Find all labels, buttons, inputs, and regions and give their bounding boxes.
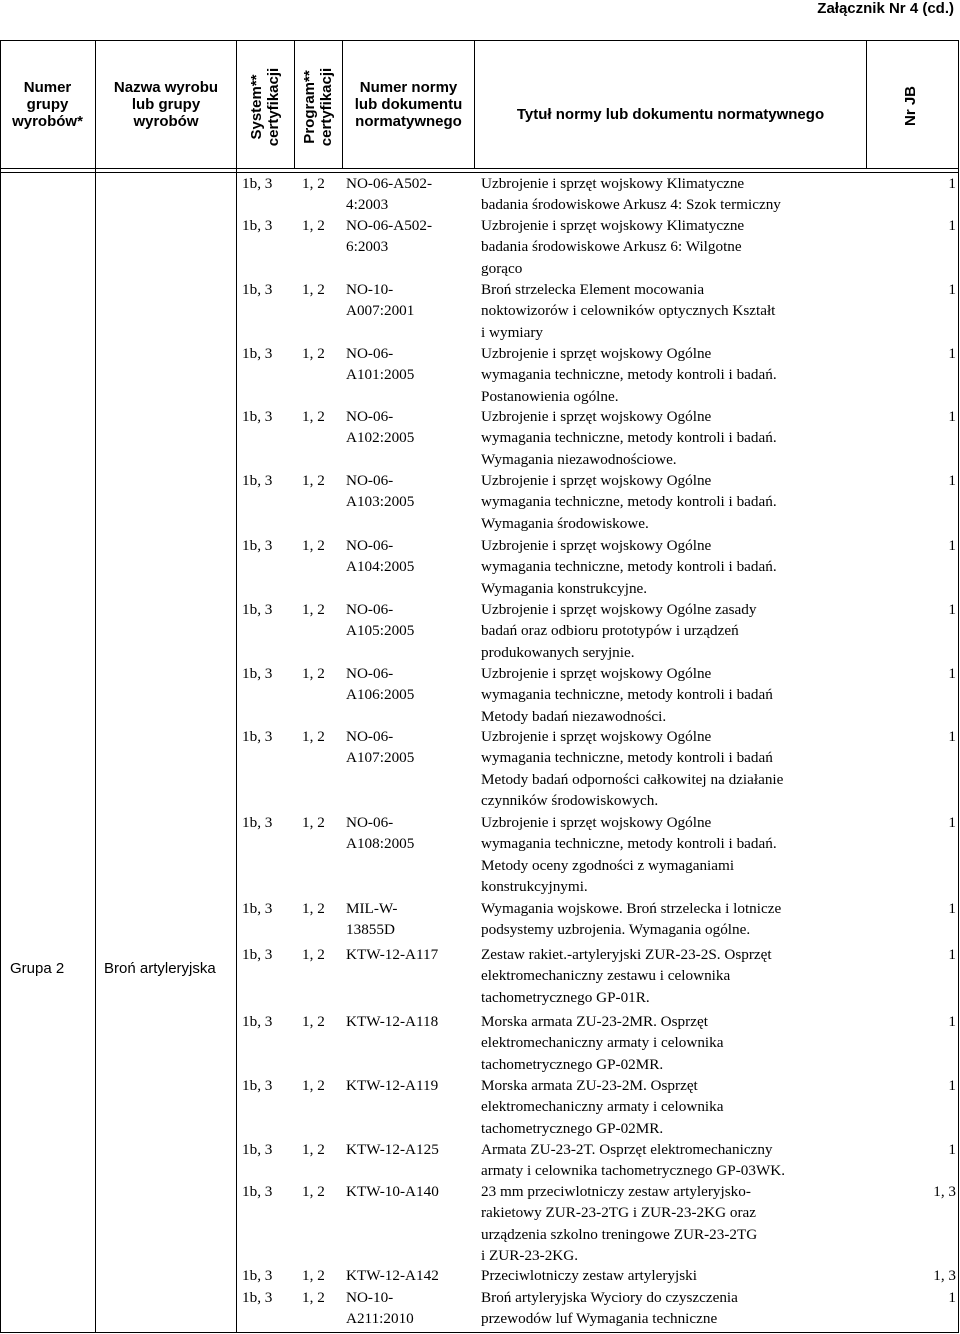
system-cell: 1b, 3 (242, 601, 273, 618)
jb-cell: 1 (948, 814, 956, 831)
system-cell: 1b, 3 (242, 1267, 273, 1284)
system-cell: 1b, 3 (242, 281, 273, 298)
norm-number-cell: MIL-W- 13855D (346, 900, 398, 939)
system-cell: 1b, 3 (242, 345, 273, 362)
norm-title-cell: Uzbrojenie i sprzęt wojskowy Klimatyczne badania środowiskowe Arkusz 4: Szok termiczny (481, 175, 781, 214)
program-cell: 1, 2 (302, 601, 325, 618)
system-cell: 1b, 3 (242, 900, 273, 917)
norm-number-cell: NO-06- A105:2005 (346, 601, 415, 640)
jb-cell: 1 (948, 408, 956, 425)
system-cell: 1b, 3 (242, 1013, 273, 1030)
program-cell: 1, 2 (302, 175, 325, 192)
norm-title-cell: Uzbrojenie i sprzęt wojskowy Ogólne zasady badań oraz odbioru prototypów i urządzeń produkowanych seryjnie. (481, 601, 757, 661)
program-cell: 1, 2 (302, 946, 325, 963)
jb-cell: 1, 3 (933, 1267, 956, 1284)
jb-cell: 1 (948, 728, 956, 745)
system-cell: 1b, 3 (242, 175, 273, 192)
norm-number-cell: NO-06- A108:2005 (346, 814, 415, 853)
norm-title-cell: Uzbrojenie i sprzęt wojskowy Ogólne wymagania techniczne, metody kontroli i badań. Wymagania konstrukcyjne. (481, 537, 777, 597)
col-divider (958, 40, 959, 1333)
annex-label: Załącznik Nr 4 (cd.) (817, 0, 954, 17)
system-cell: 1b, 3 (242, 814, 273, 831)
program-cell: 1, 2 (302, 217, 325, 234)
system-cell: 1b, 3 (242, 537, 273, 554)
norm-title-cell: Uzbrojenie i sprzęt wojskowy Ogólne wymagania techniczne, metody kontroli i badań Metody badań niezawodności. (481, 665, 773, 725)
jb-cell: 1 (948, 1289, 956, 1306)
norm-number-cell: NO-06- A101:2005 (346, 345, 415, 384)
header-norm-number: Numer normy lub dokumentu normatywnego (354, 78, 463, 130)
jb-cell: 1 (948, 175, 956, 192)
program-cell: 1, 2 (302, 345, 325, 362)
system-cell: 1b, 3 (242, 1289, 273, 1306)
norm-number-cell: KTW-12-A118 (346, 1013, 439, 1030)
jb-cell: 1 (948, 1013, 956, 1030)
norm-title-cell: Uzbrojenie i sprzęt wojskowy Klimatyczne badania środowiskowe Arkusz 6: Wilgotne gorąco (481, 217, 745, 277)
header-program: Program** certyfikacji (301, 67, 335, 147)
jb-cell: 1, 3 (933, 1183, 956, 1200)
program-cell: 1, 2 (302, 814, 325, 831)
norm-number-cell: NO-06- A102:2005 (346, 408, 415, 447)
norm-number-cell: KTW-10-A140 (346, 1183, 439, 1200)
norm-title-cell: Zestaw rakiet.-artyleryjski ZUR-23-2S. Osprzęt elektromechaniczny zestawu i celownika tachometrycznego GP-01R. (481, 946, 772, 1006)
program-cell: 1, 2 (302, 1141, 325, 1158)
norm-number-cell: KTW-12-A142 (346, 1267, 439, 1284)
jb-cell: 1 (948, 900, 956, 917)
header-jb: Nr JB (902, 86, 919, 127)
norm-title-cell: Uzbrojenie i sprzęt wojskowy Ogólne wymagania techniczne, metody kontroli i badań. Postanowienia ogólne. (481, 345, 777, 405)
header-product-name: Nazwa wyrobu lub grupy wyrobów (113, 78, 219, 130)
norm-number-cell: NO-06- A103:2005 (346, 472, 415, 511)
system-cell: 1b, 3 (242, 728, 273, 745)
col-divider (95, 40, 96, 1333)
body-bottom-border (0, 1332, 958, 1333)
jb-cell: 1 (948, 281, 956, 298)
col-divider (0, 40, 1, 1333)
norm-title-cell: Broń strzelecka Element mocowania noktowizorów i celowników optycznych Kształt i wymiary (481, 281, 776, 341)
jb-cell: 1 (948, 946, 956, 963)
jb-cell: 1 (948, 472, 956, 489)
jb-cell: 1 (948, 665, 956, 682)
program-cell: 1, 2 (302, 472, 325, 489)
col-divider (294, 40, 295, 169)
system-cell: 1b, 3 (242, 408, 273, 425)
norm-title-cell: Uzbrojenie i sprzęt wojskowy Ogólne wymagania techniczne, metody kontroli i badań Metody badań odporności całkowitej na działanie czynników środowiskowych. (481, 728, 784, 809)
system-cell: 1b, 3 (242, 665, 273, 682)
program-cell: 1, 2 (302, 1183, 325, 1200)
header-norm-title: Tytuł normy lub dokumentu normatywnego (516, 105, 825, 123)
col-divider (236, 40, 237, 1333)
system-cell: 1b, 3 (242, 946, 273, 963)
jb-cell: 1 (948, 217, 956, 234)
program-cell: 1, 2 (302, 1267, 325, 1284)
norm-title-cell: Uzbrojenie i sprzęt wojskowy Ogólne wymagania techniczne, metody kontroli i badań. Metody oceny zgodności z wymaganiami konstrukcyjnymi. (481, 814, 777, 895)
norm-number-cell: KTW-12-A125 (346, 1141, 439, 1158)
col-divider (866, 40, 867, 169)
system-cell: 1b, 3 (242, 472, 273, 489)
jb-cell: 1 (948, 537, 956, 554)
header-group-number: Numer grupy wyrobów* (12, 78, 83, 130)
norm-number-cell: NO-06- A104:2005 (346, 537, 415, 576)
norm-title-cell: Armata ZU-23-2T. Osprzęt elektromechaniczny armaty i celownika tachometrycznego GP-03WK. (481, 1141, 786, 1180)
norm-title-cell: Uzbrojenie i sprzęt wojskowy Ogólne wymagania techniczne, metody kontroli i badań. Wymagania środowiskowe. (481, 472, 777, 532)
norm-number-cell: NO-06- A107:2005 (346, 728, 415, 767)
norm-number-cell: KTW-12-A119 (346, 1077, 439, 1094)
norm-number-cell: NO-06- A106:2005 (346, 665, 415, 704)
jb-cell: 1 (948, 1077, 956, 1094)
norm-title-cell: Morska armata ZU-23-2MR. Osprzęt elektromechaniczny armaty i celownika tachometrycznego GP-02MR. (481, 1013, 724, 1073)
norm-title-cell: Broń artyleryjska Wyciory do czyszczenia przewodów luf Wymagania techniczne (481, 1289, 738, 1328)
program-cell: 1, 2 (302, 1289, 325, 1306)
program-cell: 1, 2 (302, 665, 325, 682)
program-cell: 1, 2 (302, 281, 325, 298)
system-cell: 1b, 3 (242, 1077, 273, 1094)
jb-cell: 1 (948, 1141, 956, 1158)
program-cell: 1, 2 (302, 1013, 325, 1030)
program-cell: 1, 2 (302, 1077, 325, 1094)
program-cell: 1, 2 (302, 537, 325, 554)
norm-title-cell: Wymagania wojskowe. Broń strzelecka i lotnicze podsystemy uzbrojenia. Wymagania ogólne. (481, 900, 782, 939)
norm-number-cell: NO-10- A211:2010 (346, 1289, 414, 1328)
norm-number-cell: NO-10- A007:2001 (346, 281, 415, 320)
norm-title-cell: Uzbrojenie i sprzęt wojskowy Ogólne wymagania techniczne, metody kontroli i badań. Wymagania niezawodnościowe. (481, 408, 777, 468)
system-cell: 1b, 3 (242, 1141, 273, 1158)
system-cell: 1b, 3 (242, 217, 273, 234)
norm-title-cell: 23 mm przeciwlotniczy zestaw artyleryjsko- rakietowy ZUR-23-2TG i ZUR-23-2KG oraz urządzenia szkolno treningowe ZUR-23-2TG i ZUR-23-2KG. (481, 1183, 758, 1264)
program-cell: 1, 2 (302, 728, 325, 745)
system-cell: 1b, 3 (242, 1183, 273, 1200)
norm-title-cell: Przeciwlotniczy zestaw artyleryjski (481, 1267, 697, 1284)
header-system: System** certyfikacji (248, 67, 282, 147)
norm-number-cell: KTW-12-A117 (346, 946, 439, 963)
program-cell: 1, 2 (302, 408, 325, 425)
norm-title-cell: Morska armata ZU-23-2M. Osprzęt elektromechaniczny armaty i celownika tachometrycznego GP-02MR. (481, 1077, 724, 1137)
group-number: Grupa 2 (10, 960, 65, 977)
group-name: Broń artyleryjska (104, 960, 216, 977)
program-cell: 1, 2 (302, 900, 325, 917)
norm-number-cell: NO-06-A502- 4:2003 (346, 175, 433, 214)
jb-cell: 1 (948, 601, 956, 618)
norm-number-cell: NO-06-A502- 6:2003 (346, 217, 433, 256)
jb-cell: 1 (948, 345, 956, 362)
